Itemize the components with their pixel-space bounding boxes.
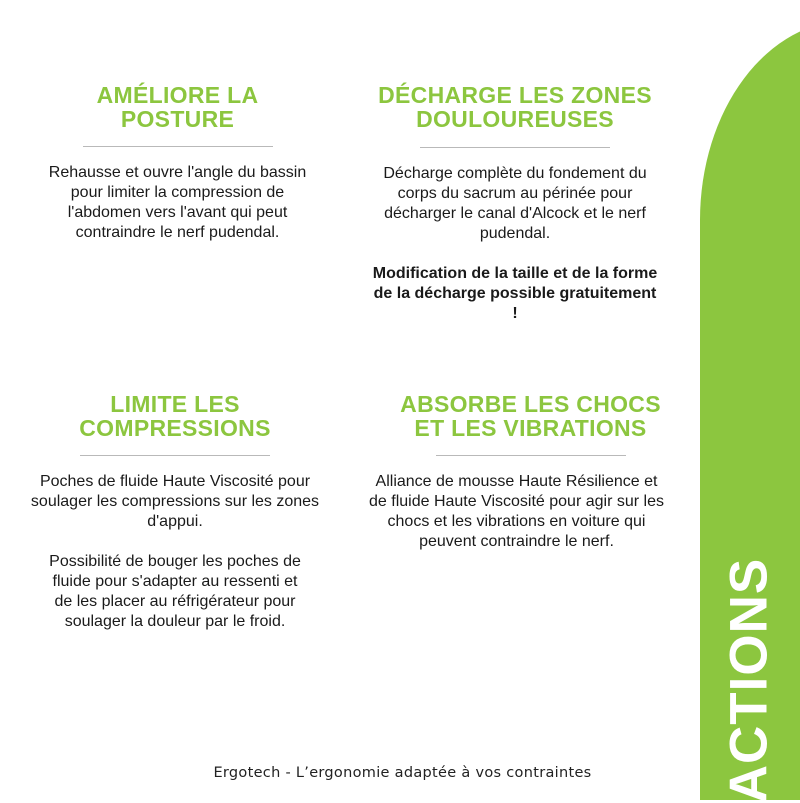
benefit-description-extra: Possibilité de bouger les poches de fluide pour s'adapter au ressenti et de les placer au réfrigérateur pour soulager la douleur par le froid. (49, 553, 301, 630)
title-line: LIMITE LES (110, 391, 240, 417)
title-line: DOULOUREUSES (416, 106, 614, 132)
benefit-posture (35, 83, 320, 243)
divider (83, 146, 273, 147)
benefit-note: Modification de la taille et de la forme de la décharge possible gratuitement ! (372, 265, 658, 322)
divider (436, 455, 626, 456)
benefit-title (355, 83, 675, 131)
benefit-title (368, 392, 693, 440)
benefit-chocs (368, 392, 693, 552)
title-line: COMPRESSIONS (79, 415, 271, 441)
title-line: POSTURE (120, 106, 235, 132)
divider (420, 147, 610, 148)
benefit-title (35, 83, 320, 131)
benefit-title (30, 392, 320, 440)
title-line: DÉCHARGE LES ZONES (378, 82, 652, 108)
benefit-decharge (355, 83, 675, 324)
benefit-compressions (30, 392, 320, 632)
benefit-description: Poches de fluide Haute Viscosité pour soulager les compressions sur les zones d'appui. (30, 473, 320, 530)
title-line: ET LES VIBRATIONS (414, 415, 647, 441)
side-label (709, 557, 789, 803)
footer-tagline: Ergotech - L’ergonomie adaptée à vos contraintes (213, 765, 592, 781)
side-label-text: ACTIONS (719, 557, 779, 803)
title-line: ABSORBE LES CHOCS (400, 391, 661, 417)
benefit-description: Rehausse et ouvre l'angle du bassin pour limiter la compression de l'abdomen vers l'avant qui peut contraindre le nerf pudendal. (48, 164, 307, 241)
title-line: AMÉLIORE LA (96, 82, 259, 108)
benefit-description: Alliance de mousse Haute Résilience et de fluide Haute Viscosité pour agir sur les chocs et les vibrations en voiture qui peuvent contraindre le nerf. (369, 473, 664, 550)
benefit-description: Décharge complète du fondement du corps du sacrum au périnée pour décharger le canal d'Alcock et le nerf pudendal. (383, 165, 647, 242)
divider (80, 455, 270, 456)
